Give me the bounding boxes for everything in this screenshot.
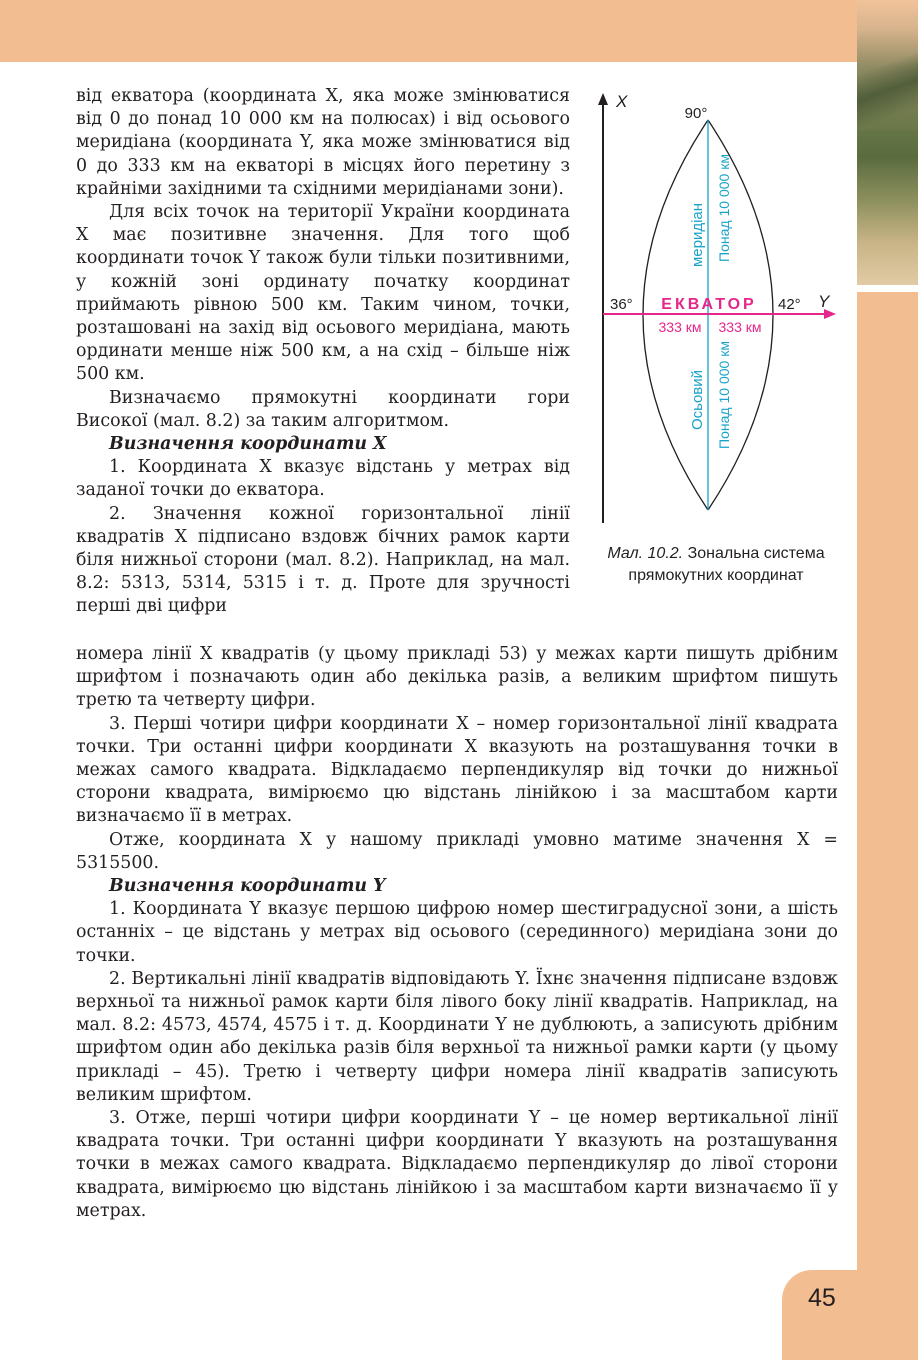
paragraph: 3. Перші чотири цифри координати X – номер горизонтальної лінії квадрата точки. Три останні цифри координати X вказують на розташування точки в межах самого квадрата. Відкладаємо перпендикуляр від точки до нижньої сторони квадрата, вимірюємо цю відстань лінійкою і за масштабом карти визначаємо її в метрах. xyxy=(76,713,838,827)
paragraph: Визначаємо прямокутні координати гори Високої (мал. 8.2) за таким алгоритмом. xyxy=(76,387,570,431)
distance-south-label: Понад 10 000 км xyxy=(716,341,732,449)
text-column-narrow xyxy=(76,85,570,619)
paragraph: номера лінії X квадратів (у цьому прикладі 53) у межах карти пишуть дрібним шрифтом і позначають один або декілька разів, а великим шрифтом пишуть третю та четверту цифри. xyxy=(76,644,838,711)
caption-text: Зональна система прямокутних координат xyxy=(628,545,825,584)
section-heading: Визначення координати Y xyxy=(109,876,386,897)
paragraph: 1. Координата X вказує відстань у метрах від заданої точки до екватора. xyxy=(76,457,570,501)
x-axis-label: X xyxy=(616,92,628,111)
paragraph: 2. Значення кожної горизонтальної лінії квадратів X підписано вздовж бічних рамок карти біля нижньої сторони (мал. 8.2). Наприклад, на мал. 8.2: 5313, 5314, 5315 і т. д. Проте для зручності перші дві цифри xyxy=(76,503,570,617)
paragraph: Отже, координата X у нашому прикладі умовно матиме значення X = 5315500. xyxy=(76,829,838,873)
paragraph: від екватора (координата X, яка може змінюватися від 0 до понад 10 000 км на полюсах) і від осьового меридіана (координата Y, яка може змінюватися від 0 до 333 км на екваторі в місцях його перетину з крайніми західними та східними меридіанами зони). xyxy=(76,86,570,199)
meridian-label: меридіан xyxy=(689,202,706,268)
paragraph: 2. Вертикальні лінії квадратів відповідають Y. Їхнє значення підписане вздовж верхньої та нижньої рамок карти біля лівого боку лінії квадратів. Наприклад, на мал. 8.2: 4573, 4574, 4575 і т. д. Координати Y не дублюють, а записують дрібним шрифтом один або декілька разів біля верхньої та нижньої рамки карти (у цьому прикладі – 45). Третю і четверту цифри номера лінії квадратів записують великим шрифтом. xyxy=(76,968,838,1105)
x-axis-arrow-icon xyxy=(598,93,608,105)
side-photo-strip xyxy=(857,0,918,285)
axial-label: Осьовий xyxy=(689,369,706,431)
distance-north-label: Понад 10 000 км xyxy=(716,154,732,262)
y-axis-label: Y xyxy=(818,292,830,311)
paragraph: 1. Координата Y вказує першою цифрою номер шестиградусної зони, а шість останніх – це відстань у метрах від осьового (серединного) меридіана зони до точки. xyxy=(76,899,838,966)
left-degree-label: 36° xyxy=(610,296,633,313)
right-degree-label: 42° xyxy=(778,296,801,313)
equator-label: ЕКВАТОР xyxy=(661,296,757,313)
page-number-tab xyxy=(782,1270,918,1360)
side-color-tab xyxy=(857,292,918,1360)
header-band xyxy=(0,0,857,62)
top-degree-label: 90° xyxy=(684,105,708,122)
west-distance-label: 333 км xyxy=(658,319,702,335)
zone-coordinate-figure xyxy=(590,85,850,530)
text-column-wide xyxy=(76,643,838,1223)
figure-caption xyxy=(604,543,828,586)
caption-prefix: Мал. 10.2. xyxy=(607,545,684,562)
page-number: 45 xyxy=(808,1284,836,1312)
section-heading: Визначення координати X xyxy=(109,434,387,455)
paragraph: Для всіх точок на території України координата X має позитивне значення. Для того щоб координати точок Y також були тільки позитивними, у кожній зоні ординату початку координат приймають рівною 500 км. Таким чином, точки, розташовані на захід від осьового меридіана, мають ординати менше ніж 500 км, а на схід – більше ніж 500 км. xyxy=(76,202,570,385)
east-distance-label: 333 км xyxy=(718,319,762,335)
paragraph: 3. Отже, перші чотири цифри координати Y – це номер вертикальної лінії квадрата точки. Три останні цифри координати Y вказують на розташування точки в межах самого квадрата. Відкладаємо перпендикуляр до лівої сторони квадрата, вимірюємо цю відстань лінійкою і за масштабом карти визначаємо її у метрах. xyxy=(76,1108,838,1221)
